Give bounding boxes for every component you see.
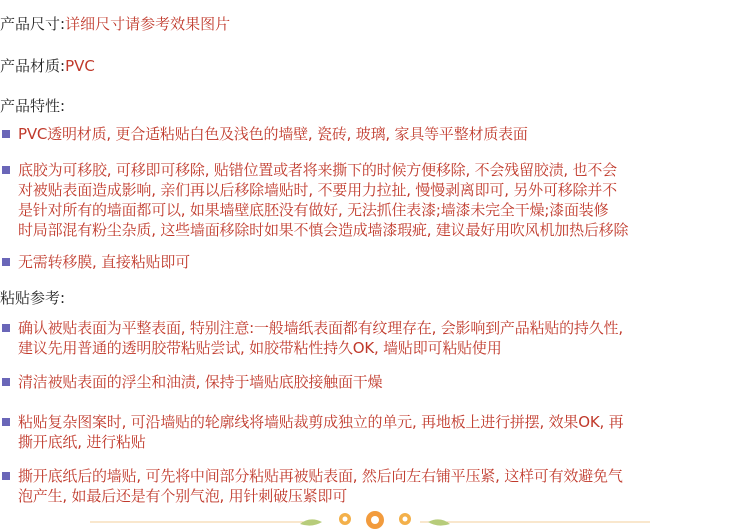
- size-value: 详细尺寸请参考效果图片: [65, 15, 231, 33]
- bullet-square-icon: [2, 130, 10, 138]
- leaf-left-icon: [300, 519, 322, 525]
- bullet-square-icon: [2, 418, 10, 426]
- reference-text: 清洁被贴表面的浮尘和油渍, 保持于墙贴底胶接触面干燥: [18, 373, 383, 391]
- feature-text: PVC透明材质, 更合适粘贴白色及浅色的墙壁, 瓷砖, 玻璃, 家具等平整材质表面: [18, 125, 528, 143]
- size-label: 产品尺寸:: [0, 15, 66, 33]
- feature-item: [0, 252, 736, 272]
- feature-text: 底胶为可移胶, 可移即可移除, 贴错位置或者将来撕下的时候方便移除, 不会残留胶渍, 也不会 对被贴表面造成影响, 亲们再以后移除墙贴时, 不要用力拉扯, 慢慢剥离即可, 另外可移除并不 是针对所有的墙面都可以, 如果墙壁底胚没有做好, 无法抓住表漆;墙漆未完全干燥;漆面装修 时局部混有粉尘杂质, 这些墙面移除时如果不慎会造成墙漆瑕疵, 建议最好用吹风机加热后移除: [18, 161, 629, 239]
- flower-right-icon: [399, 513, 411, 525]
- bullet-square-icon: [2, 378, 10, 386]
- reference-text: 粘贴复杂图案时, 可沿墙贴的轮廓线将墙贴裁剪成独立的单元, 再地板上进行拼摆, 效果OK, 再 撕开底纸, 进行粘贴: [18, 413, 624, 451]
- feature-item: [0, 160, 736, 240]
- bullet-square-icon: [2, 166, 10, 174]
- flower-left-icon: [339, 513, 351, 525]
- reference-text: 确认被贴表面为平整表面, 特别注意:一般墙纸表面都有纹理存在, 会影响到产品粘贴的持久性, 建议先用普通的透明胶带粘贴尝试, 如胶带粘性持久OK, 墙贴即可粘贴使用: [18, 319, 623, 357]
- reference-heading: 粘贴参考:: [0, 289, 66, 307]
- material-label: 产品材质:: [0, 57, 66, 75]
- floral-divider-icon: [0, 504, 738, 532]
- material-row: [0, 56, 95, 76]
- reference-text: 撕开底纸后的墙贴, 可先将中间部分粘贴再被贴表面, 然后向左右铺平压紧, 这样可有效避免气 泡产生, 如最后还是有个别气泡, 用针刺破压紧即可: [18, 467, 623, 505]
- reference-item: [0, 412, 736, 452]
- material-value: PVC: [65, 57, 95, 75]
- reference-item: [0, 466, 736, 506]
- feature-item: [0, 124, 736, 144]
- size-row: [0, 14, 230, 34]
- feature-text: 无需转移膜, 直接粘贴即可: [18, 253, 190, 271]
- reference-item: [0, 318, 736, 358]
- flower-center-icon: [366, 511, 384, 529]
- bullet-square-icon: [2, 472, 10, 480]
- reference-item: [0, 372, 736, 392]
- bullet-square-icon: [2, 258, 10, 266]
- features-heading: 产品特性:: [0, 97, 66, 115]
- bullet-square-icon: [2, 324, 10, 332]
- leaf-right-icon: [428, 519, 450, 525]
